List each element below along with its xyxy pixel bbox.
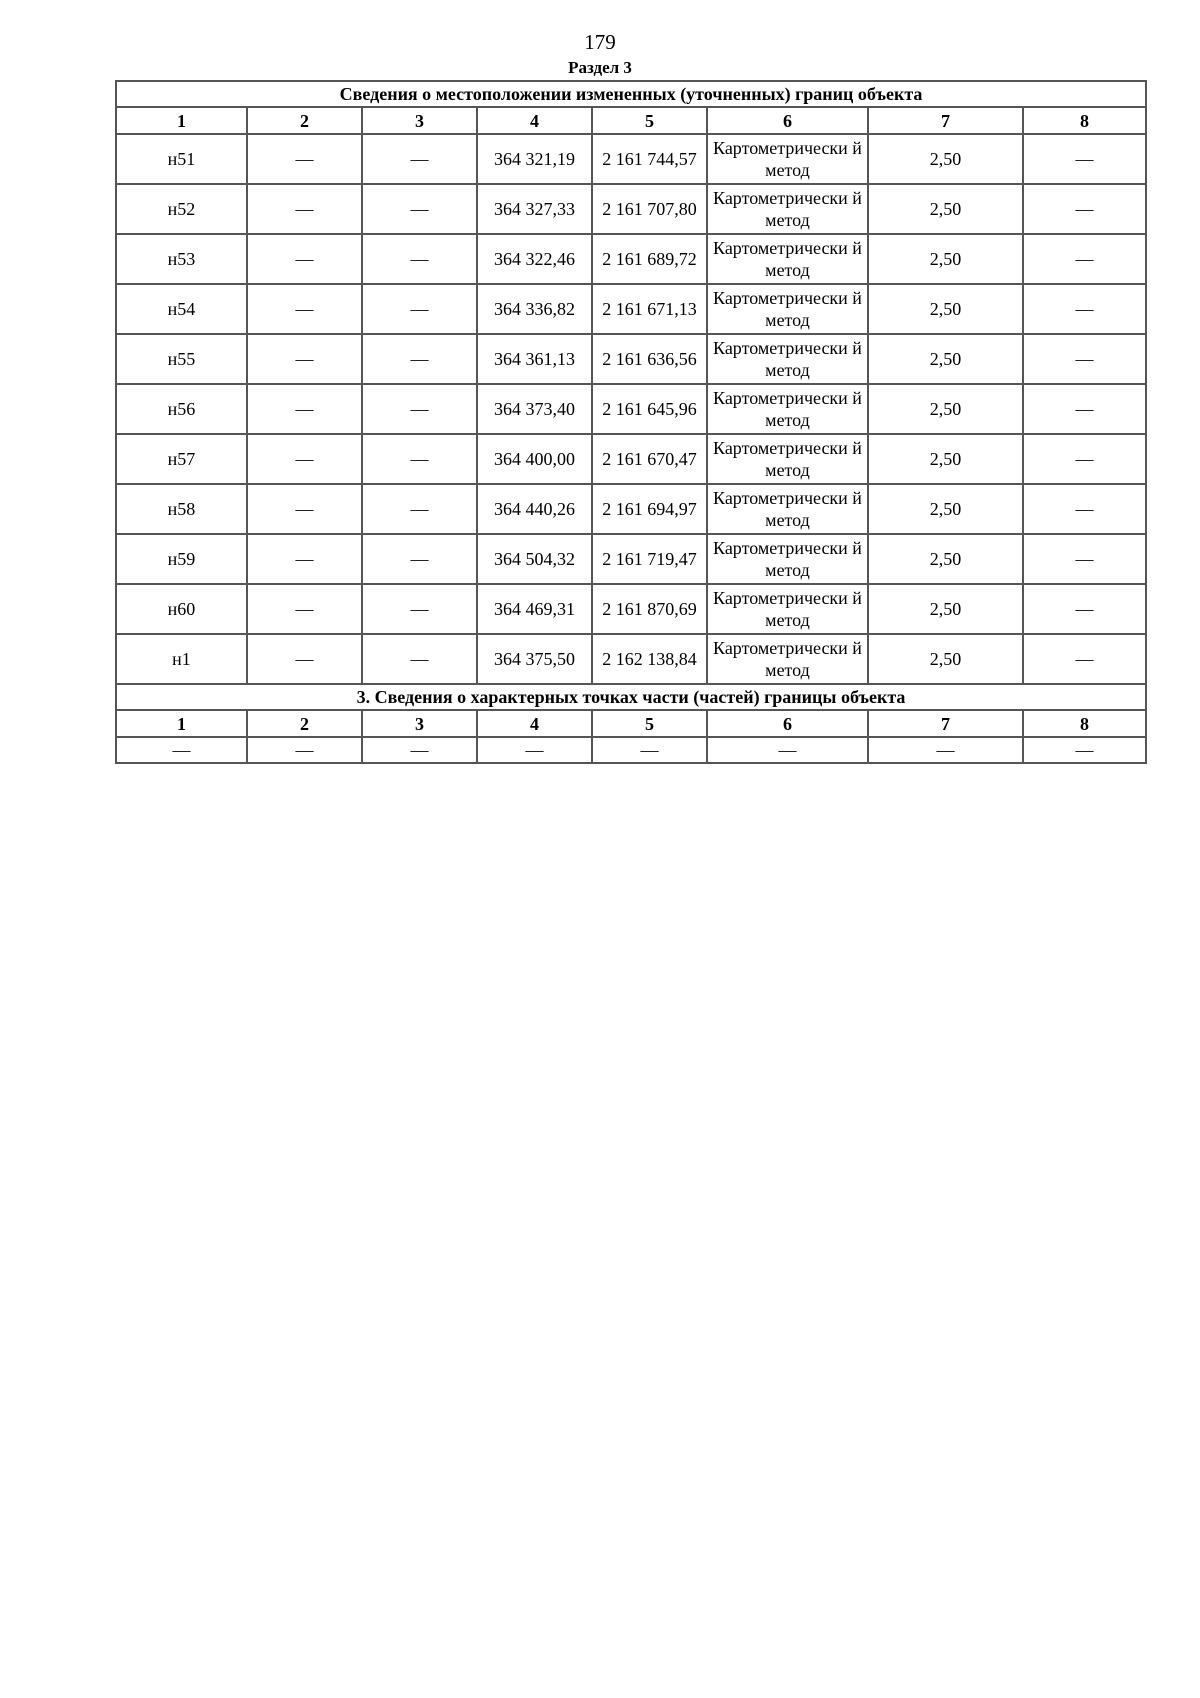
table-cell: — <box>1023 234 1146 284</box>
table-cell: — <box>1023 334 1146 384</box>
table-cell: н51 <box>116 134 247 184</box>
table-cell: 2 161 671,13 <box>592 284 707 334</box>
table-cell: — <box>1023 384 1146 434</box>
column-number: 7 <box>868 107 1023 134</box>
table-cell: 364 327,33 <box>477 184 592 234</box>
table-row <box>116 434 1146 484</box>
table-cell: 2 161 707,80 <box>592 184 707 234</box>
column-number: 4 <box>477 710 592 737</box>
table-cell: — <box>477 737 592 763</box>
table-row <box>116 584 1146 634</box>
table-cell: — <box>247 334 362 384</box>
method-cell: Картометрически й метод <box>707 384 868 434</box>
table-row <box>116 334 1146 384</box>
table-cell: 2 161 645,96 <box>592 384 707 434</box>
table-row <box>116 384 1146 434</box>
table-cell: 364 400,00 <box>477 434 592 484</box>
table-cell: — <box>247 534 362 584</box>
table-row <box>116 134 1146 184</box>
table-cell: 2,50 <box>868 334 1023 384</box>
table-cell: 364 373,40 <box>477 384 592 434</box>
table-cell: — <box>116 737 247 763</box>
table-cell: — <box>1023 584 1146 634</box>
table-cell: 2,50 <box>868 234 1023 284</box>
table-cell: — <box>592 737 707 763</box>
table-cell: 364 361,13 <box>477 334 592 384</box>
method-cell: Картометрически й метод <box>707 234 868 284</box>
table-cell: 2 161 689,72 <box>592 234 707 284</box>
column-number: 1 <box>116 710 247 737</box>
table-cell: н60 <box>116 584 247 634</box>
method-cell: Картометрически й метод <box>707 334 868 384</box>
table-row <box>116 737 1146 763</box>
table-cell: — <box>1023 434 1146 484</box>
table-cell: — <box>362 284 477 334</box>
table-cell: — <box>362 384 477 434</box>
column-number: 3 <box>362 710 477 737</box>
table-cell: — <box>247 384 362 434</box>
table-cell: — <box>247 634 362 684</box>
table-cell: — <box>1023 634 1146 684</box>
table-cell: 2,50 <box>868 634 1023 684</box>
table-cell: 364 321,19 <box>477 134 592 184</box>
table-cell: — <box>1023 184 1146 234</box>
table-cell: — <box>362 184 477 234</box>
table-cell: — <box>1023 134 1146 184</box>
table-cell: н59 <box>116 534 247 584</box>
method-cell: Картометрически й метод <box>707 434 868 484</box>
column-number: 7 <box>868 710 1023 737</box>
table-cell: — <box>868 737 1023 763</box>
table-cell: 2,50 <box>868 384 1023 434</box>
table-cell: — <box>247 284 362 334</box>
table-row <box>116 534 1146 584</box>
table-cell: 2 162 138,84 <box>592 634 707 684</box>
table-cell: — <box>362 634 477 684</box>
table-cell: — <box>362 134 477 184</box>
page-number: 179 <box>584 30 616 54</box>
table-cell: — <box>1023 284 1146 334</box>
table-cell: — <box>362 484 477 534</box>
table-row <box>116 184 1146 234</box>
table-row <box>116 234 1146 284</box>
table-cell: н58 <box>116 484 247 534</box>
column-number: 5 <box>592 710 707 737</box>
table-cell: 364 504,32 <box>477 534 592 584</box>
column-number: 5 <box>592 107 707 134</box>
table1-caption: Сведения о местоположении измененных (уточненных) границ объекта <box>116 81 1146 107</box>
table1-column-numbers <box>116 107 1146 134</box>
table-cell: 2 161 870,69 <box>592 584 707 634</box>
table-cell: — <box>362 534 477 584</box>
table-row <box>116 634 1146 684</box>
table-cell: — <box>247 584 362 634</box>
table-cell: н56 <box>116 384 247 434</box>
section-title: Раздел 3 <box>568 58 632 77</box>
table-cell: н57 <box>116 434 247 484</box>
method-cell: Картометрически й метод <box>707 184 868 234</box>
table2-caption: 3. Сведения о характерных точках части (частей) границы объекта <box>116 684 1146 710</box>
table-cell: — <box>362 334 477 384</box>
column-number: 1 <box>116 107 247 134</box>
table-row <box>116 284 1146 334</box>
method-cell: Картометрически й метод <box>707 284 868 334</box>
column-number: 3 <box>362 107 477 134</box>
table-cell: 2 161 694,97 <box>592 484 707 534</box>
table-cell: 2,50 <box>868 284 1023 334</box>
table-cell: 2,50 <box>868 434 1023 484</box>
table-cell: 364 440,26 <box>477 484 592 534</box>
table-cell: 2,50 <box>868 534 1023 584</box>
column-number: 4 <box>477 107 592 134</box>
method-cell: Картометрически й метод <box>707 584 868 634</box>
table-cell: 2 161 744,57 <box>592 134 707 184</box>
table-cell: — <box>247 234 362 284</box>
column-number: 2 <box>247 710 362 737</box>
table-cell: — <box>707 737 868 763</box>
table-cell: н52 <box>116 184 247 234</box>
table-cell: — <box>247 184 362 234</box>
table-cell: — <box>247 737 362 763</box>
table-cell: н53 <box>116 234 247 284</box>
method-cell: Картометрически й метод <box>707 634 868 684</box>
table-cell: — <box>1023 484 1146 534</box>
table-cell: — <box>247 134 362 184</box>
table-cell: н55 <box>116 334 247 384</box>
column-number: 6 <box>707 107 868 134</box>
table-cell: — <box>247 484 362 534</box>
table-cell: 2 161 719,47 <box>592 534 707 584</box>
table-cell: — <box>1023 737 1146 763</box>
table2-column-numbers <box>116 710 1146 737</box>
table-cell: — <box>362 234 477 284</box>
table-cell: — <box>362 737 477 763</box>
table-cell: — <box>247 434 362 484</box>
table-cell: 2,50 <box>868 484 1023 534</box>
table-cell: 364 375,50 <box>477 634 592 684</box>
table-cell: 2,50 <box>868 584 1023 634</box>
table-cell: н54 <box>116 284 247 334</box>
table-cell: 2 161 670,47 <box>592 434 707 484</box>
column-number: 2 <box>247 107 362 134</box>
method-cell: Картометрически й метод <box>707 534 868 584</box>
coordinates-table <box>115 80 1147 764</box>
table-cell: — <box>362 584 477 634</box>
table-cell: 2 161 636,56 <box>592 334 707 384</box>
table-cell: н1 <box>116 634 247 684</box>
method-cell: Картометрически й метод <box>707 134 868 184</box>
table-cell: — <box>362 434 477 484</box>
table-cell: — <box>1023 534 1146 584</box>
table-cell: 364 469,31 <box>477 584 592 634</box>
table-cell: 364 336,82 <box>477 284 592 334</box>
column-number: 8 <box>1023 107 1146 134</box>
table-row <box>116 484 1146 534</box>
method-cell: Картометрически й метод <box>707 484 868 534</box>
table-cell: 364 322,46 <box>477 234 592 284</box>
column-number: 8 <box>1023 710 1146 737</box>
table-cell: 2,50 <box>868 134 1023 184</box>
table-cell: 2,50 <box>868 184 1023 234</box>
column-number: 6 <box>707 710 868 737</box>
